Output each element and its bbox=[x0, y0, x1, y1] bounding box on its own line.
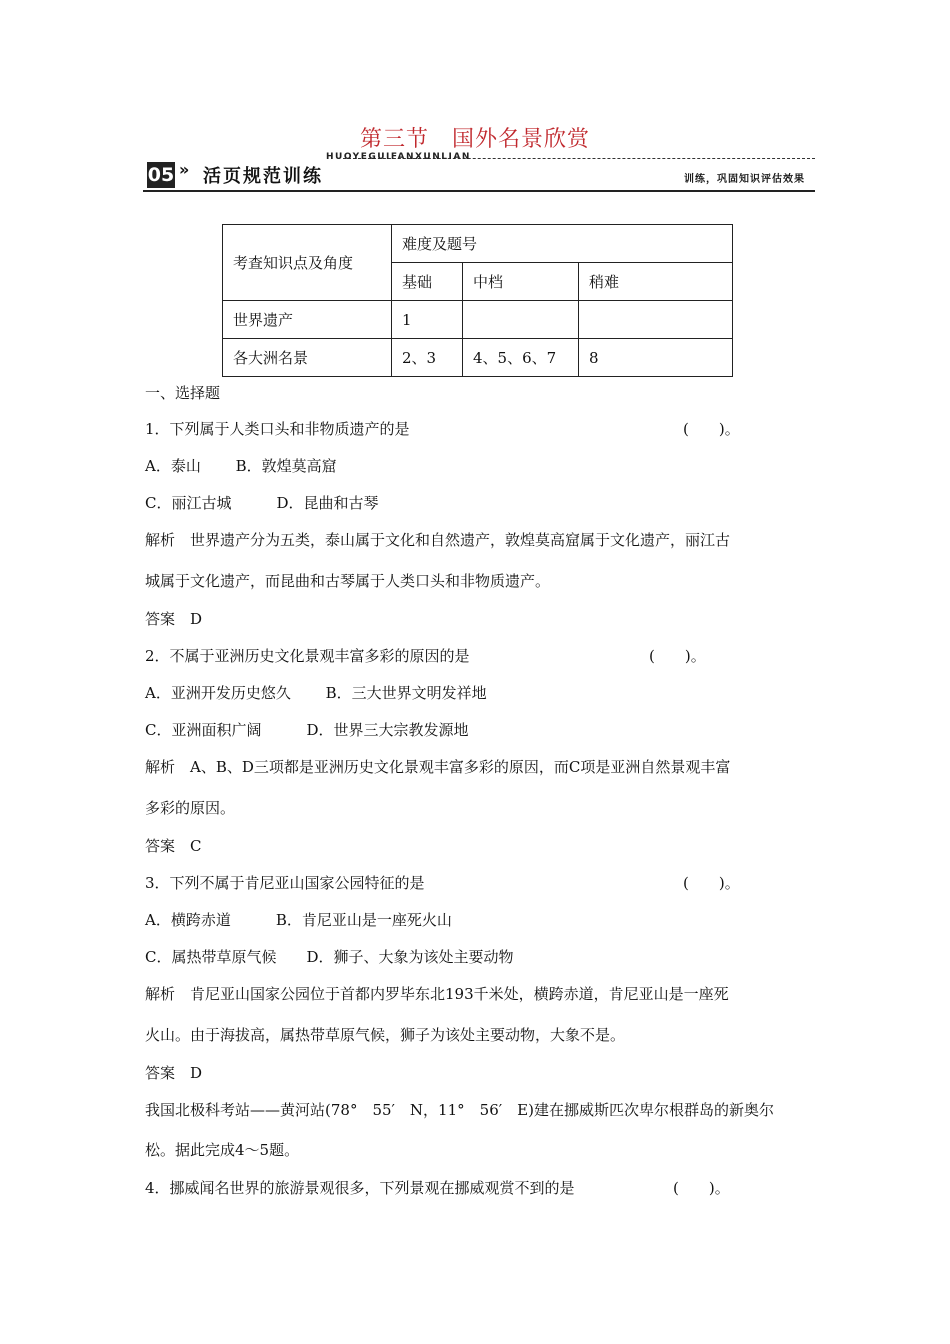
q3-options-cd: C．属热带草原气候 D．狮子、大象为该处主要动物 bbox=[145, 948, 514, 966]
banner-number-badge: 05 bbox=[147, 164, 175, 186]
table-header-hard: 稍难 bbox=[579, 263, 733, 301]
q4-answer-blank: ( )。 bbox=[673, 1179, 730, 1197]
intro-line2: 松。据此完成4～5题。 bbox=[145, 1141, 300, 1159]
table-cell-basic: 1 bbox=[392, 301, 463, 339]
q3-analysis-line2: 火山。由于海拔高，属热带草原气候，狮子为该处主要动物，大象不是。 bbox=[145, 1026, 626, 1044]
section-heading: 一、选择题 bbox=[145, 384, 221, 402]
table-header-mid: 中档 bbox=[463, 263, 579, 301]
q2-options-ab: A．亚洲开发历史悠久 B．三大世界文明发祥地 bbox=[145, 684, 487, 702]
q3-analysis-line1: 解析 肯尼亚山国家公园位于首都内罗毕东北193千米处，横跨赤道，肯尼亚山是一座死 bbox=[145, 985, 729, 1003]
banner-subtitle: 训练，巩固知识评估效果 bbox=[684, 174, 805, 185]
q4-stem: 4．挪威闻名世界的旅游景观很多，下列景观在挪威观赏不到的是 bbox=[145, 1179, 575, 1197]
table-cell-hard bbox=[579, 301, 733, 339]
page-title: 第三节 国外名景欣赏 bbox=[359, 127, 590, 152]
table-row bbox=[223, 339, 733, 377]
table-cell-basic: 2、3 bbox=[392, 339, 463, 377]
q1-answer: 答案 D bbox=[145, 610, 203, 628]
q1-options-ab: A．泰山 B．敦煌莫高窟 bbox=[145, 457, 337, 475]
q3-answer-blank: ( )。 bbox=[683, 874, 740, 892]
banner-label: 活页规范训练 bbox=[203, 166, 323, 187]
q3-stem: 3．下列不属于肯尼亚山国家公园特征的是 bbox=[145, 874, 425, 892]
q3-options-ab: A．横跨赤道 B．肯尼亚山是一座死火山 bbox=[145, 911, 452, 929]
difficulty-table bbox=[222, 224, 733, 377]
table-row bbox=[223, 301, 733, 339]
section-banner bbox=[143, 152, 815, 192]
banner-pinyin: HUOYEGUIFANXUNLIAN bbox=[326, 152, 471, 162]
q2-analysis-line2: 多彩的原因。 bbox=[145, 799, 236, 817]
q2-answer: 答案 C bbox=[145, 837, 202, 855]
intro-line1: 我国北极科考站——黄河站(78° 55′ N，11° 56′ E)建在挪威斯匹次卑尔根群岛的新奥尔 bbox=[145, 1101, 774, 1119]
q1-analysis-line2: 城属于文化遗产，而昆曲和古琴属于人类口头和非物质遗产。 bbox=[145, 572, 551, 590]
chevron-right-icon: » bbox=[179, 160, 190, 179]
q2-stem: 2．不属于亚洲历史文化景观丰富多彩的原因的是 bbox=[145, 647, 470, 665]
q1-options-cd: C．丽江古城 D．昆曲和古琴 bbox=[145, 494, 379, 512]
table-header-difficulty: 难度及题号 bbox=[392, 225, 733, 263]
q1-stem: 1．下列属于人类口头和非物质遗产的是 bbox=[145, 420, 410, 438]
q3-answer: 答案 D bbox=[145, 1064, 203, 1082]
banner-rule bbox=[143, 190, 815, 192]
table-cell-topic: 各大洲名景 bbox=[223, 339, 392, 377]
q1-answer-blank: ( )。 bbox=[683, 420, 740, 438]
table-cell-topic: 世界遗产 bbox=[223, 301, 392, 339]
q2-answer-blank: ( )。 bbox=[649, 647, 706, 665]
q2-options-cd: C．亚洲面积广阔 D．世界三大宗教发源地 bbox=[145, 721, 469, 739]
table-header-basic: 基础 bbox=[392, 263, 463, 301]
q2-analysis-line1: 解析 A、B、D三项都是亚洲历史文化景观丰富多彩的原因，而C项是亚洲自然景观丰富 bbox=[145, 758, 731, 776]
table-cell-hard: 8 bbox=[579, 339, 733, 377]
table-cell-mid: 4、5、6、7 bbox=[463, 339, 579, 377]
table-header-topic: 考查知识点及角度 bbox=[223, 225, 392, 301]
table-cell-mid bbox=[463, 301, 579, 339]
q1-analysis-line1: 解析 世界遗产分为五类，泰山属于文化和自然遗产，敦煌莫高窟属于文化遗产，丽江古 bbox=[145, 531, 731, 549]
